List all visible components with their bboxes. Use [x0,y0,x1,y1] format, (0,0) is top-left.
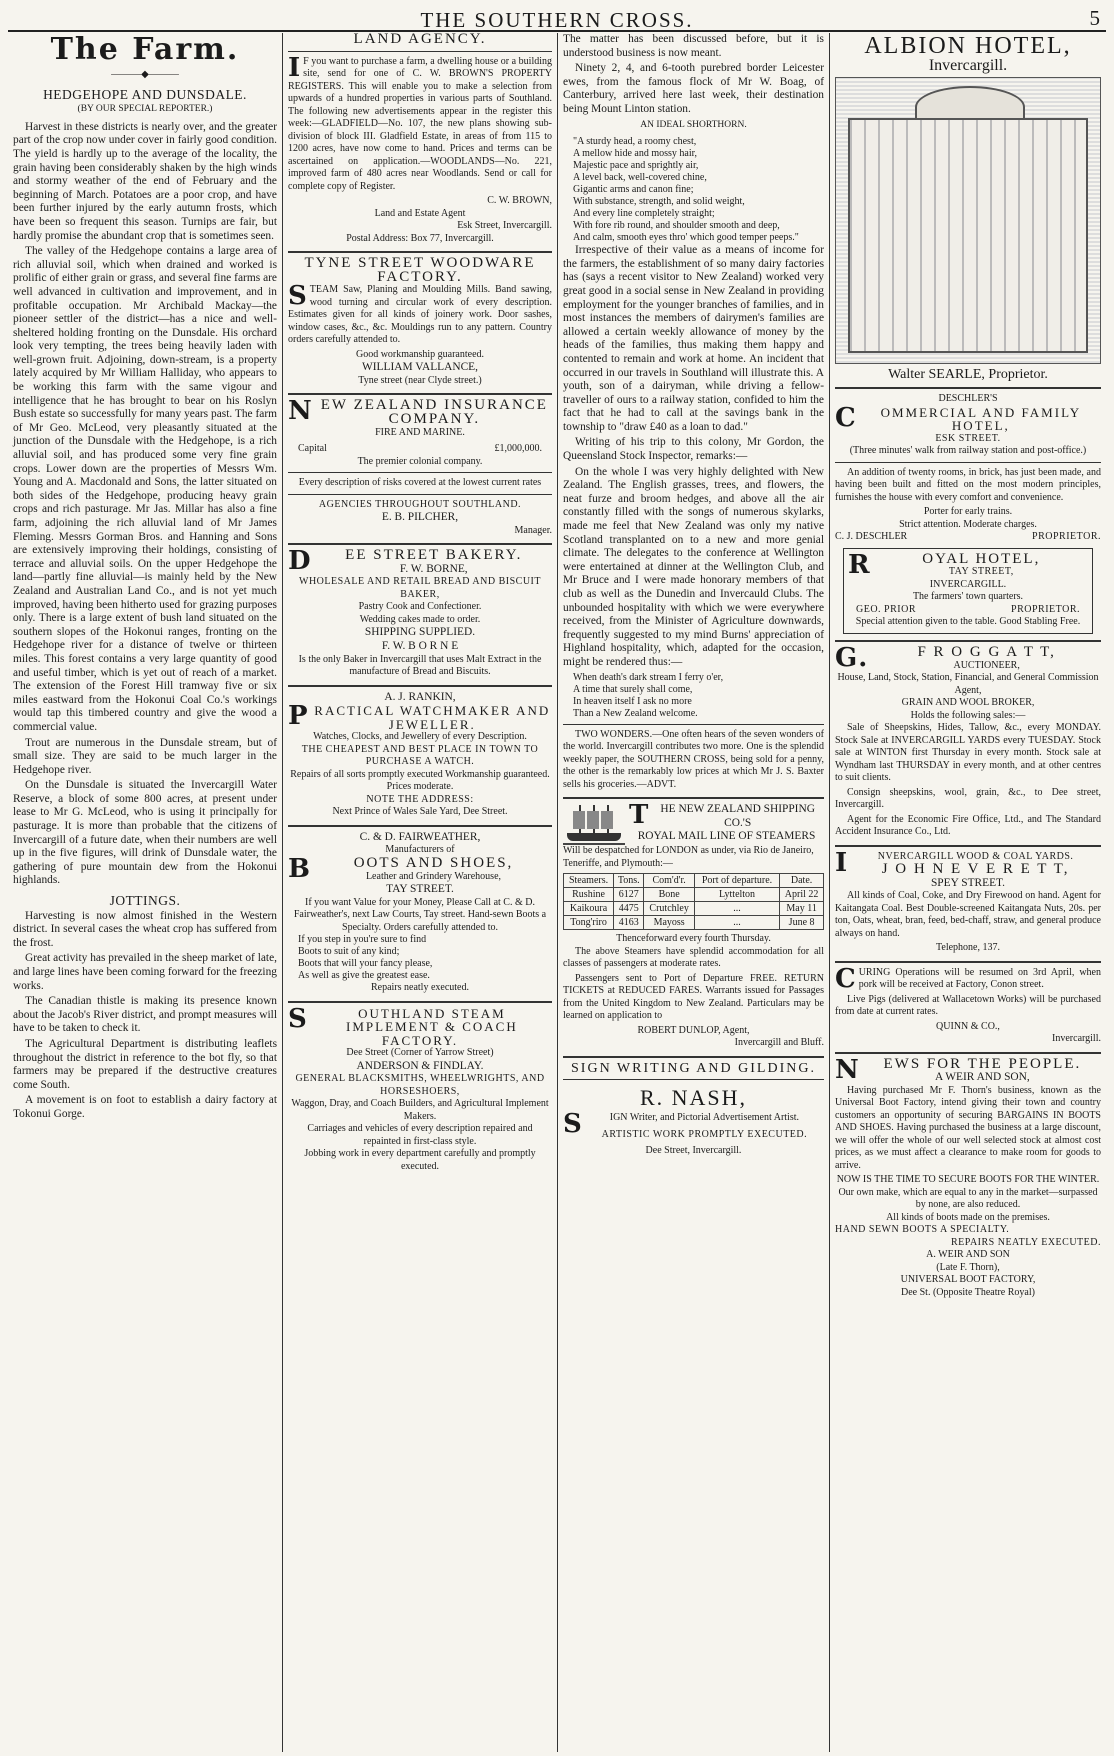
jotting-paragraph: Great activity has prevailed in the sheep market of late, and large lines have been coming forward for the freezing works. [13,952,277,992]
capital-label: Capital [298,443,327,455]
ad-title: OUTHLAND STEAM IMPLEMENT & COACH FACTORY. [346,1005,518,1048]
column-header: Tons. [614,874,644,888]
ad-royal-hotel [843,548,1093,634]
article-heading: HEDGEHOPE AND DUNSDALE. [43,86,247,102]
drop-cap: S [563,1109,582,1140]
drop-cap: B [288,853,312,884]
ad-signature: Postal Address: Box 77, Invercargill. [346,232,494,244]
ad-title: SIGN WRITING AND GILDING. [571,1060,816,1076]
ad-title: LAND AGENCY. [353,33,487,47]
table-cell: 4163 [614,916,644,930]
poem-title: AN IDEAL SHORTHORN. [640,119,747,130]
table-row [564,888,824,902]
sailings-table [563,873,824,930]
ad-subtitle: Invercargill. [928,57,1008,74]
poem [563,672,824,720]
ad-name: A WEIR AND SON, [935,1071,1030,1084]
divider [288,494,552,495]
ad-title: HE NEW ZEALAND SHIPPING CO.'S [660,803,815,829]
ad-name: F. W. B O R N E [381,639,459,652]
ad-address: ESK STREET. [935,432,1001,444]
ad-line: Holds the following sales:— [910,709,1026,721]
ad-line: TAY STREET. [386,883,454,895]
ad-name: C. J. DESCHLER [835,531,908,543]
ad-title: ALBION HOTEL, [864,33,1072,59]
ad-body: Consign sheepskins, wool, grain, &c., to Dee street, Invercargill. [835,786,1101,811]
drop-cap: C [835,963,856,994]
ad-line: Good workmanship guaranteed. [355,348,485,360]
verse-line: With fore rib round, and shoulder smooth and deep, [573,220,780,232]
table-cell: 6127 [614,888,644,902]
ad-address: Invercargill and Bluff. [734,1037,824,1049]
ad-line: DESCHLER'S [938,393,998,405]
verse-line: Boots that will your fancy please, [298,958,433,970]
ad-line: Watches, Clocks, and Jewellery of every Description. [313,731,527,743]
table-cell: Crutchley [644,902,694,916]
ad-line: Special attention given to the table. Good Stabling Free. [855,616,1081,628]
ad-role: Manager. [514,524,552,536]
ad-title: TYNE STREET WOODWARE FACTORY. [304,255,536,285]
ad-line: AGENCIES THROUGHOUT SOUTHLAND. [318,498,522,510]
article-paragraph: Harvest in these districts is nearly over, and the greater part of the crop now under cover in fairly good condition. The yield is hardly up to the average of the locality, the grain having been considerably shaken by the high winds and stormy weather of the end of February and the beginning of March. Potatoes are a poor crop, and have been further injured by the early autumn frosts, which have been so frequent this season. Turnips are fair, but hardly promise the abundant crop that is sometimes seen. [13,120,277,242]
verse-line: A level back, well-covered chine, [573,172,707,184]
ad-name: J O H N E V E R E T T, [881,861,1070,878]
ad-name: Walter SEARLE, Proprietor. [888,366,1048,382]
article-paragraph: On the Dunsdale is situated the Invercargill Water Reserve, a block of some 800 acres, at present under lease to Mr G. McLeod, who is using it principally for pasturage. It is more than probable that the citizens of Invercargill of a future date, when their numbers are well up in the five figures, will drink of Dunsdale water, the gathering of pure mountain dew from the Hokonui highlands. [13,779,277,887]
ad-body: An addition of twenty rooms, in brick, has just been made, and having been built and fitted on the most modern principles, furnishes the house with every comfort and convenience. [835,466,1101,503]
ad-subtitle: FIRE AND MARINE. [375,426,465,438]
ad-verse [288,934,552,982]
ad-title: OMMERCIAL AND FAMILY HOTEL, [880,404,1082,434]
drop-cap: T [629,800,649,831]
ad-line: Porter for early trains. [923,506,1013,518]
ad-line: Wedding cakes made to order. [359,613,481,625]
ad-signature: A. WEIR AND SON [926,1249,1010,1261]
ad-signature: C. W. BROWN, [487,195,552,207]
ad-line: THE CHEAPEST AND BEST PLACE IN TOWN TO PURCHASE A WATCH. [301,743,539,768]
verse-line: And calm, smooth eyes thro' which good temper peeps." [573,232,799,244]
ad-tyne-street [288,251,552,387]
ad-title: OOTS AND SHOES, [353,854,514,871]
column-header: Port of departure. [694,874,779,888]
ad-albion-hotel [835,33,1101,381]
table-header-row [564,874,824,888]
verse-line: If you step in you're sure to find [298,934,427,946]
ad-land-agency [288,33,552,245]
ad-line: ARTISTIC WORK PROMPTLY EXECUTED. [601,1128,808,1140]
ad-name: ROBERT DUNLOP, Agent, [637,1024,750,1036]
ad-line: Jobbing work in every department carefully and promptly executed. [304,1148,536,1172]
ad-name: E. B. PILCHER, [381,511,459,524]
drop-cap: I [288,52,301,83]
ad-quinn-curing [835,961,1101,1046]
column-news [557,33,829,1752]
verse-line: Boots to suit of any kind; [298,946,400,958]
ad-line: Repairs neatly executed. [370,982,469,994]
ad-froggatt [835,640,1101,839]
ad-line: Leather and Grindery Warehouse, [365,870,502,882]
ad-name: ANDERSON & FINDLAY. [356,1059,484,1072]
ad-line: Our own make, which are equal to any in the market—surpassed by none, are also reduced. [838,1186,1098,1211]
table-row [564,916,824,930]
ad-rankin [288,685,552,819]
article-paragraph: The matter has been discussed before, but it is understood business is now meant. [563,33,824,59]
ad-line: The farmers' town quarters. [912,591,1024,603]
article-paragraph: Trout are numerous in the Dunsdale stream, but of small size. They are said to be much larger in the Hedgehope river. [13,736,277,776]
ad-name: F. W. BORNE, [399,562,468,575]
drop-cap: C [835,402,858,433]
ad-address: Invercargill. [1052,1033,1101,1045]
ad-title: F R O G G A T T, [917,643,1056,660]
table-cell: Kaikoura [564,902,614,916]
ad-signature: (Late F. Thorn), [936,1261,1000,1273]
ad-name: QUINN & CO., [936,1020,1000,1032]
article-paragraph: Ninety 2, 4, and 6-tooth purebred border Leicester ewes, from the famous flock of Mr W. Boag, of Canterbury, arrived here last week, their destination being Mount Linton station. [563,62,824,115]
page-number: 5 [1089,6,1100,30]
poem [563,136,824,244]
ad-title: EE STREET BAKERY. [345,547,523,564]
ad-line: NOW IS THE TIME TO SECURE BOOTS FOR THE WINTER. [836,1174,1100,1186]
ad-dee-street-bakery [288,543,552,678]
column-adverts-2 [829,33,1106,1752]
table-cell: June 8 [780,916,824,930]
ad-line: Waggon, Dray, and Coach Builders, and Agricultural Implement Makers. [291,1098,549,1122]
ad-subtitle: ROYAL MAIL LINE OF STEAMERS [637,830,816,843]
ad-body: Passengers sent to Port of Departure FREE. RETURN TICKETS at REDUCED FARES. Warrants issued for Passages from the United Kingdom to New Zealand. Particulars may be learned on application to [563,972,824,1022]
ad-line: The premier colonial company. [357,455,483,467]
article-paragraph: Writing of his trip to this colony, Mr Gordon, the Queensland Stock Inspector, remarks:— [563,436,824,463]
ad-name: GEO. PRIOR [856,603,917,615]
ad-line: AUCTIONEER, [953,659,1020,671]
ad-line: SHIPPING SUPPLIED. [364,626,476,639]
ad-news-for-people [835,1052,1101,1300]
ad-body: Sale of Sheepskins, Hides, Tallow, &c., every MONDAY. Stock Sale at INVERCARGILL YARDS every TUESDAY. Stock sale at WINTON first Thursday in every month. Stock sale at Wyndham last THURSDAY in every month, and at other centres to suit clients. [835,722,1101,784]
ad-line: GRAIN AND WOOL BROKER, [901,697,1035,709]
ad-name: A. J. RANKIN, [384,690,456,703]
divider [288,472,552,473]
ad-body: Agent for the Economic Fire Office, Ltd., and The Standard Accident Insurance Co., Ltd. [835,813,1101,838]
ad-role: PROPRIETOR. [1032,531,1101,543]
ad-name: WILLIAM VALLANCE, [361,361,478,374]
verse-line: With substance, strength, and solid weight, [573,196,745,208]
ad-line: HAND SEWN BOOTS A SPECIALTY. [835,1224,1010,1236]
ad-line: Manufacturers of [385,844,455,856]
ad-body: Will be despatched for LONDON as under, via Rio de Janeiro, Teneriffe, and Plymouth:— [563,845,814,869]
ad-line: NOTE THE ADDRESS: [366,793,474,805]
drop-cap: N [288,396,314,427]
verse-line: Gigantic arms and canon fine; [573,184,694,196]
ad-name: C. & D. FAIRWEATHER, [359,830,481,843]
ad-nz-insurance [288,393,552,537]
drop-cap: S [288,281,307,312]
ad-body: The above Steamers have splendid accommodation for all classes of passengers at moderate rates. [563,945,824,970]
article-byline: (BY OUR SPECIAL REPORTER.) [77,104,213,115]
ad-body: URING Operations will be resumed on 3rd April, when pork will be received at Factory, Conon street. [858,966,1101,991]
newspaper-title: THE SOUTHERN CROSS. [420,8,694,32]
jotting-paragraph: Harvesting is now almost finished in the Western district. In several cases the wheat crop has suffered from the frost. [13,909,277,949]
drop-cap: D [288,546,313,577]
column-adverts-1 [282,33,557,1752]
table-cell: Mayoss [644,916,694,930]
divider [563,724,824,725]
ad-line: REPAIRS NEATLY EXECUTED. [951,1236,1101,1248]
ad-sign-writing [563,1056,824,1158]
drop-cap: P [288,701,310,732]
columns [8,33,1106,1752]
article-paragraph: Irrespective of their value as a means of income for the farmers, the establishment of so many dairy factories has (says a recent visitor to New Zealand) worked very great good in a social sense in New Zealand in providing employment for the younger branches of families, and in most instances the members of dairymen's families are allowed a certain weekly allowance of money by the heads of the families, thus making them happy and contented to remain and work at home. An incident that occurred in our travels in Southland will illustrate this. A youth, son of a dairyman, while driving a fellow-traveller of ours to a railway station, confided to him the fact that he had to call at the savings bank in the township to "draw £40 as a loan to dad." [563,244,824,433]
ad-address: SPEY STREET. [930,876,1006,889]
article-paragraph: The valley of the Hedgehope contains a large area of rich alluvial soil, which when drained and worked is prolific of either grain or grass, and several fine farms are well advanced in cultivation and improvement, and in profitable occupation. Mr Archibald Mackay—the pioneer settler of the district—has a nice and well-sheltered holding fronting on the Dunsdale. His orchard look very tempting, the trees being heavily laden with well-grown fruit. Adjoining, down-stream, is a property lately acquired by Mr William Halliday, who appears to be working this farm with the same vigour and intelligence that he has brought to bear on his Roslyn Bush estate so successfully for many years past. The farm of Mr Geo. McLeod, very pleasantly situated at the junction of the Dunsdale with the Hedgehope, is a rich alluvial soil, and has produced some very fine grain crops. Lower down are the properties of Messrs Wm. Young and A. Macdonald and Sons, the latter situated on both sides of the Hedgehope, producing heavy grain crops and rich pasturage. Mr Jas. Millar has also a fine farm, adjoining the rich alluvial land of Mr James Fleming. Messrs Gorman Bros. and Hanning and Sons are extensively improving their holdings, consisting of terrace and alluvial soils. On the upper Hedgehope the land—partly fine alluvial—is mainly held by the New Zealand and Australian Land Co., and is not yet much improved, having been hitherto used for grazing purposes only. There is a large extent of bush land situated on the southern slopes of the Hokonui ranges, fronting on the Hedgehope river for a distance of twelve or thirteen miles. This forest contains a very large quantity of good and useful timber, which is yet out of reach of a market. The extension of the Forest Hill tramway five or six miles eastward from the Hokonui Coal Co.'s workings would tap this timbered country and give the wood a commercial value. [13,245,277,733]
ad-deschler [835,387,1101,544]
ad-line: All kinds of boots made on the premises. [886,1211,1050,1223]
table-cell: ... [694,902,779,916]
ad-address: Tyne street (near Clyde street.) [358,374,482,386]
ad-fairweather [288,825,552,995]
ad-body: Having purchased Mr F. Thorn's business, known as the Universal Boot Factory, intend giving their town and country customers an opportunity of securing BARGAINS IN BOOTS AND SHOES. Having purchased the business at a large discount, we will offer the whole of our well selected stock at almost cost prices, as we must affect a clearance to make room for goods to arrive. [835,1084,1101,1171]
ad-body: All kinds of Coal, Coke, and Dry Firewood on hand. Agent for Kaitangata Coal. Best Double-screened Kaitangata Nuts, 20s. per ton, Oats, wheat, bran, feed, bed-chaff, straw, and general produce always on hand. [835,890,1101,939]
ad-title: OYAL HOTEL, [922,550,1041,567]
ad-line: (Three minutes' walk from railway station and post-office.) [849,445,1087,457]
ad-line: Carriages and vehicles of every description repaired and repainted in first-class style. [307,1123,533,1147]
table-cell: Bone [644,888,694,902]
ad-line: Telephone, 137. [935,942,1000,954]
ad-signature: Land and Estate Agent [374,207,466,219]
drop-cap: S [288,1003,309,1034]
capital-value: £1,000,000. [494,443,542,455]
ad-body: F you want to purchase a farm, a dwelling house or a building site, send for one of C. W. BROWN'S PROPERTY REGISTERS. This will enable you to make a selection from upwards of a hundred properties in various parts of Southland. The following new advertisements appear in the register this week:—GLADFIELD—No. 107, the new plans showing sub-division of block III. Gladfield Estate, in areas of from 115 to 1200 acres, have now come to hand. Prices and terms can be ascertained on application.—WOODLANDS—No. 221, improved farm of 480 acres near Woodlands. Send or call for complete copy of Register. [288,55,552,192]
ad-signature: Dee St. (Opposite Theatre Royal) [901,1286,1035,1298]
verse-line: A time that surely shall come, [573,683,693,695]
table-cell: April 22 [780,888,824,902]
ad-line: Is the only Baker in Invercargill that uses Malt Extract in the manufacture of Bread and Biscuits. [298,653,542,678]
verse-line: When death's dark stream I ferry o'er, [573,671,724,683]
ad-signature: Esk Street, Invercargill. [457,220,552,232]
ad-address: TAY STREET, [948,566,1014,578]
table-row [564,902,824,916]
verse-line: "A sturdy head, a roomy chest, [573,136,697,148]
drop-cap: R [848,549,872,580]
ad-address: INVERCARGILL. [929,578,1007,590]
advert-two-wonders: TWO WONDERS.—One often hears of the seven wonders of the world. Invercargill contributes two more. One is the splendid weekly paper, the SOUTHERN CROSS, being sold for a penny, the other is the remarkably low prices at which Mr J. S. Baxter sells his groceries.—ADVT. [563,728,824,790]
verse-line: Than a New Zealand welcome. [573,707,698,719]
ad-body: Live Pigs (delivered at Wallacetown Works) will be purchased from date at current rates. [835,993,1101,1018]
verse-line: As well as give the greatest ease. [298,970,430,982]
drop-cap: G. [835,642,870,673]
column-header: Steamers. [564,874,614,888]
ad-shipping [563,797,824,1050]
ad-body: TEAM Saw, Planing and Moulding Mills. Band sawing, wood turning and circular work of every description. Estimates given for all kinds of joinery work. Door sashes, window cases, &c., &c. Mouldings run to any pattern. Country orders carefully attended to. [288,284,552,346]
verse-line: And every line completely straight; [573,208,715,220]
table-cell: ... [694,916,779,930]
column-header: Date. [780,874,824,888]
table-cell: May 11 [780,902,824,916]
verse-line: A mellow hide and mossy hair, [573,148,698,160]
ad-line: IGN Writer, and Pictorial Advertisement Artist. [609,1112,800,1124]
ad-line: Thenceforward every fourth Thursday. [616,933,771,945]
hotel-engraving-image [835,77,1101,364]
ad-title: NVERCARGILL WOOD & COAL YARDS. [877,850,1074,862]
ad-body: If you want Value for your Money, Please Call at C. & D. Fairweather's, next Law Courts, Tay street. Hand-sewn Boots a Specialty. Orders carefully attended to. [293,896,547,933]
jotting-paragraph: The Canadian thistle is making its presence known about the Jacob's River district, and prompt measures will have to be taken to check it. [13,995,277,1035]
ad-address: Next Prince of Wales Sale Yard, Dee Street. [332,806,508,818]
divider [563,1079,824,1080]
ad-address: Dee Street (Corner of Yarrow Street) [346,1047,494,1059]
ad-title: EW ZEALAND INSURANCE COMPANY. [320,397,548,427]
ad-line: Every description of risks covered at the lowest current rates [298,477,542,489]
masthead [8,6,1106,32]
section-title: The Farm. [50,33,240,67]
jottings-heading: JOTTINGS. [109,893,181,909]
ad-title: EWS FOR THE PEOPLE. [883,1055,1082,1072]
ad-title: RACTICAL WATCHMAKER AND JEWELLER. [314,703,551,732]
ad-role: PROPRIETOR. [1011,603,1080,615]
ad-line: House, Land, Stock, Station, Financial, and General Commission Agent, [837,672,1099,696]
column-header: Com'd'r. [644,874,694,888]
column-farm [8,33,282,1752]
jotting-paragraph: A movement is on foot to establish a dairy factory at Tokonui Gorge. [13,1094,277,1120]
ad-line: Pastry Cook and Confectioner. [358,601,482,613]
ad-line: Repairs of all sorts promptly executed Workmanship guaranteed. Prices moderate. [290,768,550,793]
ad-name: R. NASH, [639,1085,748,1111]
table-cell: Lyttelton [694,888,779,902]
table-cell: Tong'riro [564,916,614,930]
article-paragraph: On the whole I was very highly delighted with New Zealand. The English grasses, trees, and flowers, the neat furze and broom hedges, and above all the air constantly filled with the songs of numerous skylarks, made me feel that New Zealand was only my native Scotland transplanted on to a new and more genial climate. The delegates to the conference at Wellington were entertained at dinner at the Wellington Club, and Mr Bruce and I were made honorary members of that club as well as the Dunedin and Invercauld Clubs. The unbounded hospitality with which we were everywhere received, from the Minister of Agriculture downwards, frequently suggested to my mind Burns' appreciation of Highland hospitality, which, adapted for the occasion, might be rendered thus:— [563,465,824,668]
ad-line: WHOLESALE AND RETAIL BREAD AND BISCUIT BAKER, [299,576,541,600]
table-cell: Rushine [564,888,614,902]
drop-cap: N [835,1054,861,1085]
ad-signature: UNIVERSAL BOOT FACTORY, [900,1274,1036,1286]
table-cell: 4475 [614,902,644,916]
divider [288,51,552,52]
ad-address: Dee Street, Invercargill. [645,1145,742,1157]
verse-line: In heaven itself I ask no more [573,695,692,707]
divider [835,462,1101,463]
ad-everett [835,845,1101,955]
ad-southland-steam [288,1001,552,1174]
verse-line: Majestic pace and sprightly air, [573,160,699,172]
ad-line: Strict attention. Moderate charges. [899,518,1037,530]
jotting-paragraph: The Agricultural Department is distributing leaflets throughout the district in reference to the bot fly, so that farmers may be prepared if the destructive creatures come South. [13,1037,277,1091]
drop-cap: I [835,847,848,878]
ad-line: GENERAL BLACKSMITHS, WHEELWRIGHTS, AND HORSESHOERS, [295,1073,545,1097]
ornament-divider: ———◆——— [111,69,179,80]
steamship-icon [563,803,625,845]
